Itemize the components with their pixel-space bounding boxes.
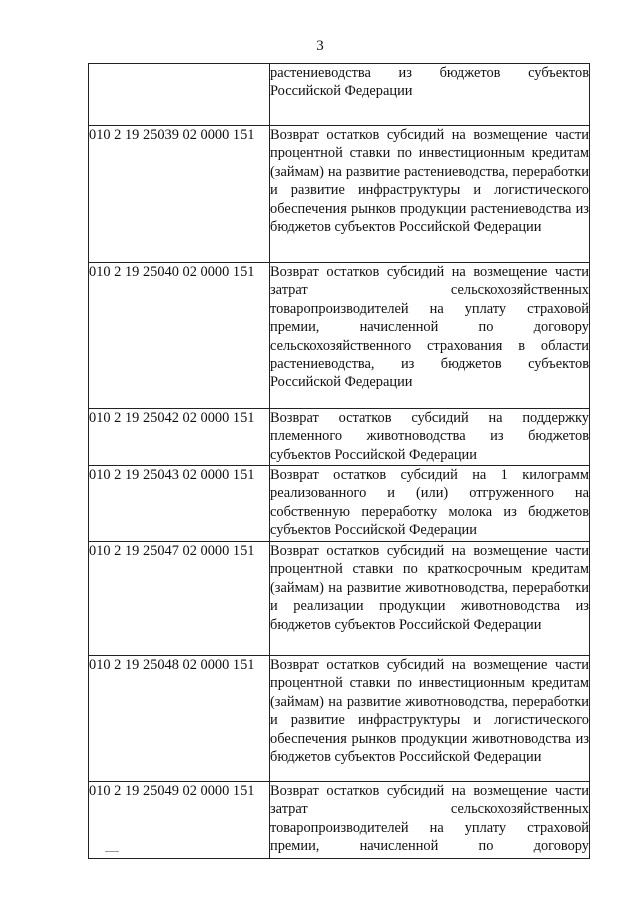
description-cell: Возврат остатков субсидий на поддержку племенного животноводства из бюджетов субъектов Российской Федерации [270,409,590,466]
table-row [89,656,590,782]
description-cell: Возврат остатков субсидий на возмещение части затрат сельскохозяйственных товаропроизводителей на уплату страховой премии, начисленной по договору сельскохозяйственного страхования в области растениеводства, из бюджетов субъектов Российской Федерации [270,263,590,409]
table-row [89,263,590,409]
page-number: 3 [316,38,324,54]
description-cell: Возврат остатков субсидий на 1 килограмм реализованного и (или) отгруженного на собственную переработку молока из бюджетов субъектов Российской Федерации [270,466,590,542]
description-cell: Возврат остатков субсидий на возмещение части процентной ставки по краткосрочным кредитам (займам) на развитие животноводства, переработки и реализации продукции животноводства из бюджетов субъектов Российской Федерации [270,542,590,656]
table-row [89,466,590,542]
code-cell: 010 2 19 25042 02 0000 151 [89,409,270,466]
table-row [89,782,590,859]
code-cell: 010 2 19 25047 02 0000 151 [89,542,270,656]
code-cell: 010 2 19 25043 02 0000 151 [89,466,270,542]
code-cell: 010 2 19 25048 02 0000 151 [89,656,270,782]
table-row [89,542,590,656]
scan-mark [105,851,119,852]
table-row [89,64,590,126]
code-cell: 010 2 19 25049 02 0000 151 [89,782,270,859]
description-cell: Возврат остатков субсидий на возмещение части процентной ставки по инвестиционным кредитам (займам) на развитие растениеводства, переработки и развитие инфраструктуры и логистического обеспечения рынков продукции растениеводства из бюджетов субъектов Российской Федерации [270,126,590,263]
table-row [89,126,590,263]
code-cell: 010 2 19 25040 02 0000 151 [89,263,270,409]
description-cell: Возврат остатков субсидий на возмещение части затрат сельскохозяйственных товаропроизводителей на уплату страховой премии, начисленной по договору [270,782,590,859]
budget-codes-table [88,63,590,859]
code-cell: 010 2 19 25039 02 0000 151 [89,126,270,263]
description-cell: растениеводства из бюджетов субъектов Российской Федерации [270,64,590,126]
code-cell [89,64,270,126]
description-cell: Возврат остатков субсидий на возмещение части процентной ставки по инвестиционным кредитам (займам) на развитие животноводства, переработки и развитие инфраструктуры и логистического обеспечения рынков продукции животноводства из бюджетов субъектов Российской Федерации [270,656,590,782]
table-row [89,409,590,466]
